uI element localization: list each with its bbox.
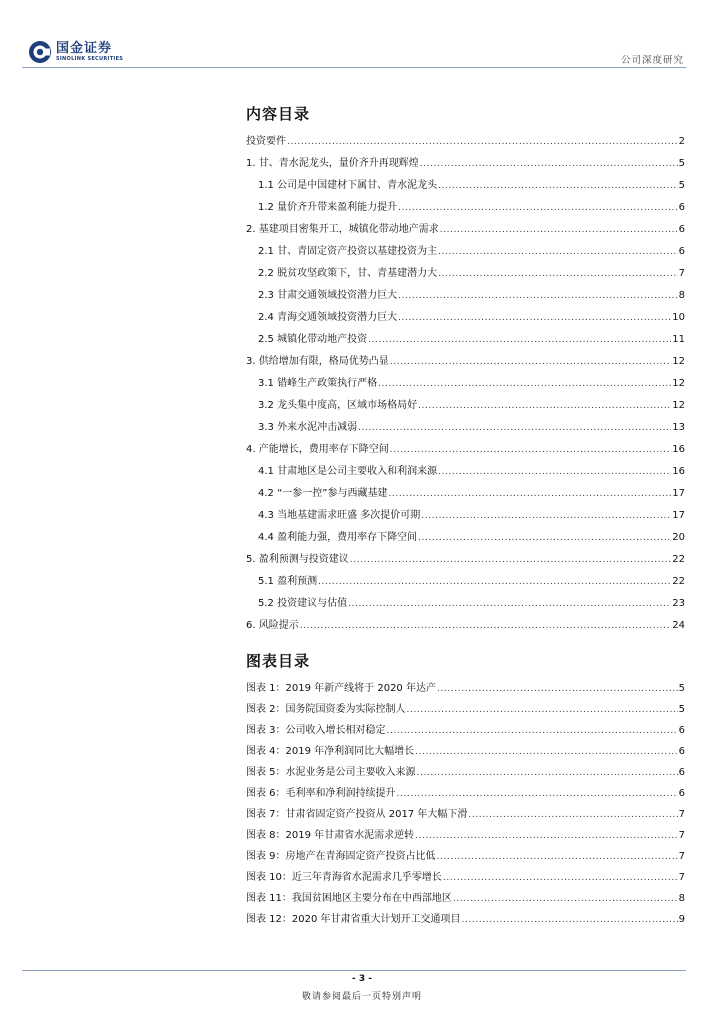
toc-entry[interactable]	[258, 308, 686, 322]
contents-title: 内容目录	[246, 105, 311, 123]
toc-entry[interactable]	[258, 176, 686, 190]
toc-entry-page: 10	[672, 312, 685, 323]
logo-chinese-name: 国金证券	[56, 41, 113, 56]
figure-entry[interactable]	[246, 742, 686, 756]
header-divider	[22, 67, 686, 68]
dot-leader	[398, 313, 671, 323]
figure-entry-label: 图表 2：国务院国资委为实际控制人	[246, 704, 406, 715]
toc-entry-label: 5. 盈利预测与投资建议	[246, 554, 349, 565]
dot-leader	[318, 577, 671, 587]
figure-entry-page: 6	[678, 725, 685, 736]
toc-entry-page: 17	[672, 510, 685, 521]
figure-entry[interactable]	[246, 868, 686, 882]
figure-entry-page: 5	[678, 683, 685, 694]
dot-leader	[348, 599, 671, 609]
dot-leader	[438, 467, 671, 477]
toc-entry[interactable]	[258, 528, 686, 542]
toc-entry[interactable]	[258, 418, 686, 432]
dot-leader	[287, 137, 678, 147]
toc-entry[interactable]	[246, 440, 686, 454]
toc-entry[interactable]	[258, 572, 686, 586]
toc-entry[interactable]	[258, 198, 686, 212]
dot-leader	[462, 915, 678, 925]
dot-leader	[397, 789, 678, 799]
dot-leader	[300, 621, 672, 631]
dot-leader	[398, 203, 678, 213]
toc-entry-page: 24	[672, 620, 685, 631]
dot-leader	[420, 159, 678, 169]
dot-leader	[390, 445, 672, 455]
toc-entry[interactable]	[246, 616, 686, 630]
toc-entry[interactable]	[258, 396, 686, 410]
dot-leader	[421, 511, 671, 521]
toc-entry[interactable]	[258, 242, 686, 256]
disclaimer-note: 敬请参阅最后一页特别声明	[301, 992, 422, 1002]
toc-entry-page: 6	[678, 246, 685, 257]
figure-entry-page: 5	[678, 704, 685, 715]
toc-entry[interactable]	[258, 286, 686, 300]
toc-entry-label: 4.4 盈利能力强，费用率存下降空间	[258, 532, 418, 543]
figure-entry-label: 图表 1：2019 年新产线将于 2020 年达产	[246, 683, 436, 694]
figure-entry-label: 图表 3：公司收入增长相对稳定	[246, 725, 386, 736]
dot-leader	[378, 379, 671, 389]
dot-leader	[453, 894, 678, 904]
dot-leader	[437, 684, 678, 694]
toc-entry-page: 22	[672, 554, 685, 565]
figure-entry-page: 6	[678, 788, 685, 799]
dot-leader	[438, 269, 678, 279]
toc-entry-label: 4.1 甘肃地区是公司主要收入和利润来源	[258, 466, 438, 477]
toc-entry-page: 12	[672, 378, 685, 389]
dot-leader	[440, 225, 678, 235]
figure-entry-label: 图表 4：2019 年净利润同比大幅增长	[246, 746, 415, 757]
figure-entry-label: 图表 10：近三年青海省水泥需求几乎零增长	[246, 872, 442, 883]
figure-entry-label: 图表 8：2019 年甘肃省水泥需求逆转	[246, 830, 415, 841]
toc-entry-label: 投资要件	[246, 136, 286, 147]
toc-entry-page: 23	[672, 598, 685, 609]
dot-leader	[437, 852, 678, 862]
toc-entry-page: 6	[678, 202, 685, 213]
dot-leader	[388, 489, 671, 499]
toc-entry-page: 12	[672, 400, 685, 411]
toc-entry-label: 1.1 公司是中国建材下属甘、青水泥龙头	[258, 180, 438, 191]
report-type-label: 公司深度研究	[620, 55, 684, 66]
toc-entry-label: 4. 产能增长，费用率存下降空间	[246, 444, 389, 455]
sinolink-logo-icon	[28, 40, 52, 64]
dot-leader	[368, 335, 671, 345]
figure-entry-page: 7	[678, 830, 685, 841]
toc-entry[interactable]	[246, 132, 686, 146]
dot-leader	[418, 401, 671, 411]
dot-leader	[468, 810, 677, 820]
toc-entry-label: 2.3 甘肃交通领域投资潜力巨大	[258, 290, 398, 301]
dot-leader	[438, 247, 678, 257]
toc-entry-label: 5.1 盈利预测	[258, 576, 318, 587]
toc-entry-page: 5	[678, 158, 685, 169]
dot-leader	[415, 831, 677, 841]
figure-entry-label: 图表 7：甘肃省固定资产投资从 2017 年大幅下滑	[246, 809, 468, 820]
toc-entry-page: 17	[672, 488, 685, 499]
toc-entry[interactable]	[246, 220, 686, 234]
dot-leader	[417, 768, 678, 778]
figure-entry[interactable]	[246, 889, 686, 903]
figure-entry-page: 6	[678, 746, 685, 757]
toc-entry-page: 2	[678, 136, 685, 147]
toc-entry[interactable]	[258, 506, 686, 520]
toc-entry-page: 12	[672, 356, 685, 367]
toc-entry-page: 7	[678, 268, 685, 279]
toc-entry-label: 3.3 外来水泥冲击减弱	[258, 422, 358, 433]
figure-entry[interactable]	[246, 721, 686, 735]
toc-entry-page: 16	[672, 466, 685, 477]
toc-entry-label: 3.1 错峰生产政策执行严格	[258, 378, 378, 389]
page-number: - 3 -	[352, 974, 372, 984]
figure-entry[interactable]	[246, 910, 686, 924]
toc-entry-label: 1. 甘、青水泥龙头，量价齐升再现辉煌	[246, 158, 419, 169]
figure-entry[interactable]	[246, 763, 686, 777]
toc-entry-page: 8	[678, 290, 685, 301]
figure-entry-page: 9	[678, 914, 685, 925]
figure-entry-label: 图表 12：2020 年甘肃省重大计划开工交通项目	[246, 914, 461, 925]
figure-entry-page: 7	[678, 851, 685, 862]
toc-entry-label: 3.2 龙头集中度高，区域市场格局好	[258, 400, 418, 411]
figures-title: 图表目录	[246, 652, 311, 670]
figure-entry[interactable]	[246, 679, 686, 693]
dot-leader	[415, 747, 677, 757]
toc-entry-page: 20	[672, 532, 685, 543]
toc-entry-label: 4.3 当地基建需求旺盛 多次提价可期	[258, 510, 421, 521]
dot-leader	[407, 705, 678, 715]
figure-entry-label: 图表 11：我国贫困地区主要分布在中西部地区	[246, 893, 452, 904]
figure-entry-page: 8	[678, 893, 685, 904]
dot-leader	[443, 873, 678, 883]
figure-entry-page: 6	[678, 767, 685, 778]
toc-entry[interactable]	[246, 154, 686, 168]
figure-entry-label: 图表 5：水泥业务是公司主要收入来源	[246, 767, 416, 778]
figure-entry-page: 7	[678, 872, 685, 883]
dot-leader	[418, 533, 671, 543]
toc-entry-page: 13	[672, 422, 685, 433]
toc-entry-page: 11	[672, 334, 685, 345]
toc-entry-page: 22	[672, 576, 685, 587]
dot-leader	[358, 423, 671, 433]
toc-entry-label: 6. 风险提示	[246, 620, 299, 631]
toc-entry[interactable]	[258, 484, 686, 498]
figure-entry[interactable]	[246, 847, 686, 861]
toc-entry[interactable]	[258, 462, 686, 476]
dot-leader	[390, 357, 672, 367]
dot-leader	[398, 291, 678, 301]
figure-entry-page: 7	[678, 809, 685, 820]
figure-entry-label: 图表 9：房地产在青海固定资产投资占比低	[246, 851, 436, 862]
toc-entry-label: 4.2 “一参一控”参与西藏基建	[258, 488, 388, 499]
figure-entry[interactable]	[246, 784, 686, 798]
dot-leader	[438, 181, 678, 191]
figure-entry-label: 图表 6：毛利率和净利润持续提升	[246, 788, 396, 799]
figure-entry[interactable]	[246, 826, 686, 840]
toc-entry[interactable]	[258, 594, 686, 608]
page-header	[22, 38, 686, 68]
toc-entry[interactable]	[246, 550, 686, 564]
toc-entry-label: 2.5 城镇化带动地产投资	[258, 334, 368, 345]
toc-entry-page: 5	[678, 180, 685, 191]
toc-entry[interactable]	[258, 330, 686, 344]
dot-leader	[350, 555, 672, 565]
toc-entry-label: 3. 供给增加有限，格局优势凸显	[246, 356, 389, 367]
toc-entry-page: 16	[672, 444, 685, 455]
toc-entry-label: 2. 基建项目密集开工，城镇化带动地产需求	[246, 224, 439, 235]
toc-entry-label: 2.4 青海交通领域投资潜力巨大	[258, 312, 398, 323]
toc-entry-label: 2.1 甘、青固定资产投资以基建投资为主	[258, 246, 438, 257]
figure-entry[interactable]	[246, 805, 686, 819]
figure-entry[interactable]	[246, 700, 686, 714]
toc-entry[interactable]	[246, 352, 686, 366]
toc-entry-label: 1.2 量价齐升带来盈利能力提升	[258, 202, 398, 213]
footer-divider	[22, 970, 686, 971]
company-logo	[28, 40, 123, 64]
toc-entry-page: 6	[678, 224, 685, 235]
logo-english-name: SINOLINK SECURITIES	[56, 56, 124, 62]
toc-entry[interactable]	[258, 264, 686, 278]
dot-leader	[387, 726, 678, 736]
toc-entry-label: 5.2 投资建议与估值	[258, 598, 348, 609]
toc-entry-label: 2.2 脱贫攻坚政策下，甘、青基建潜力大	[258, 268, 438, 279]
toc-entry[interactable]	[258, 374, 686, 388]
